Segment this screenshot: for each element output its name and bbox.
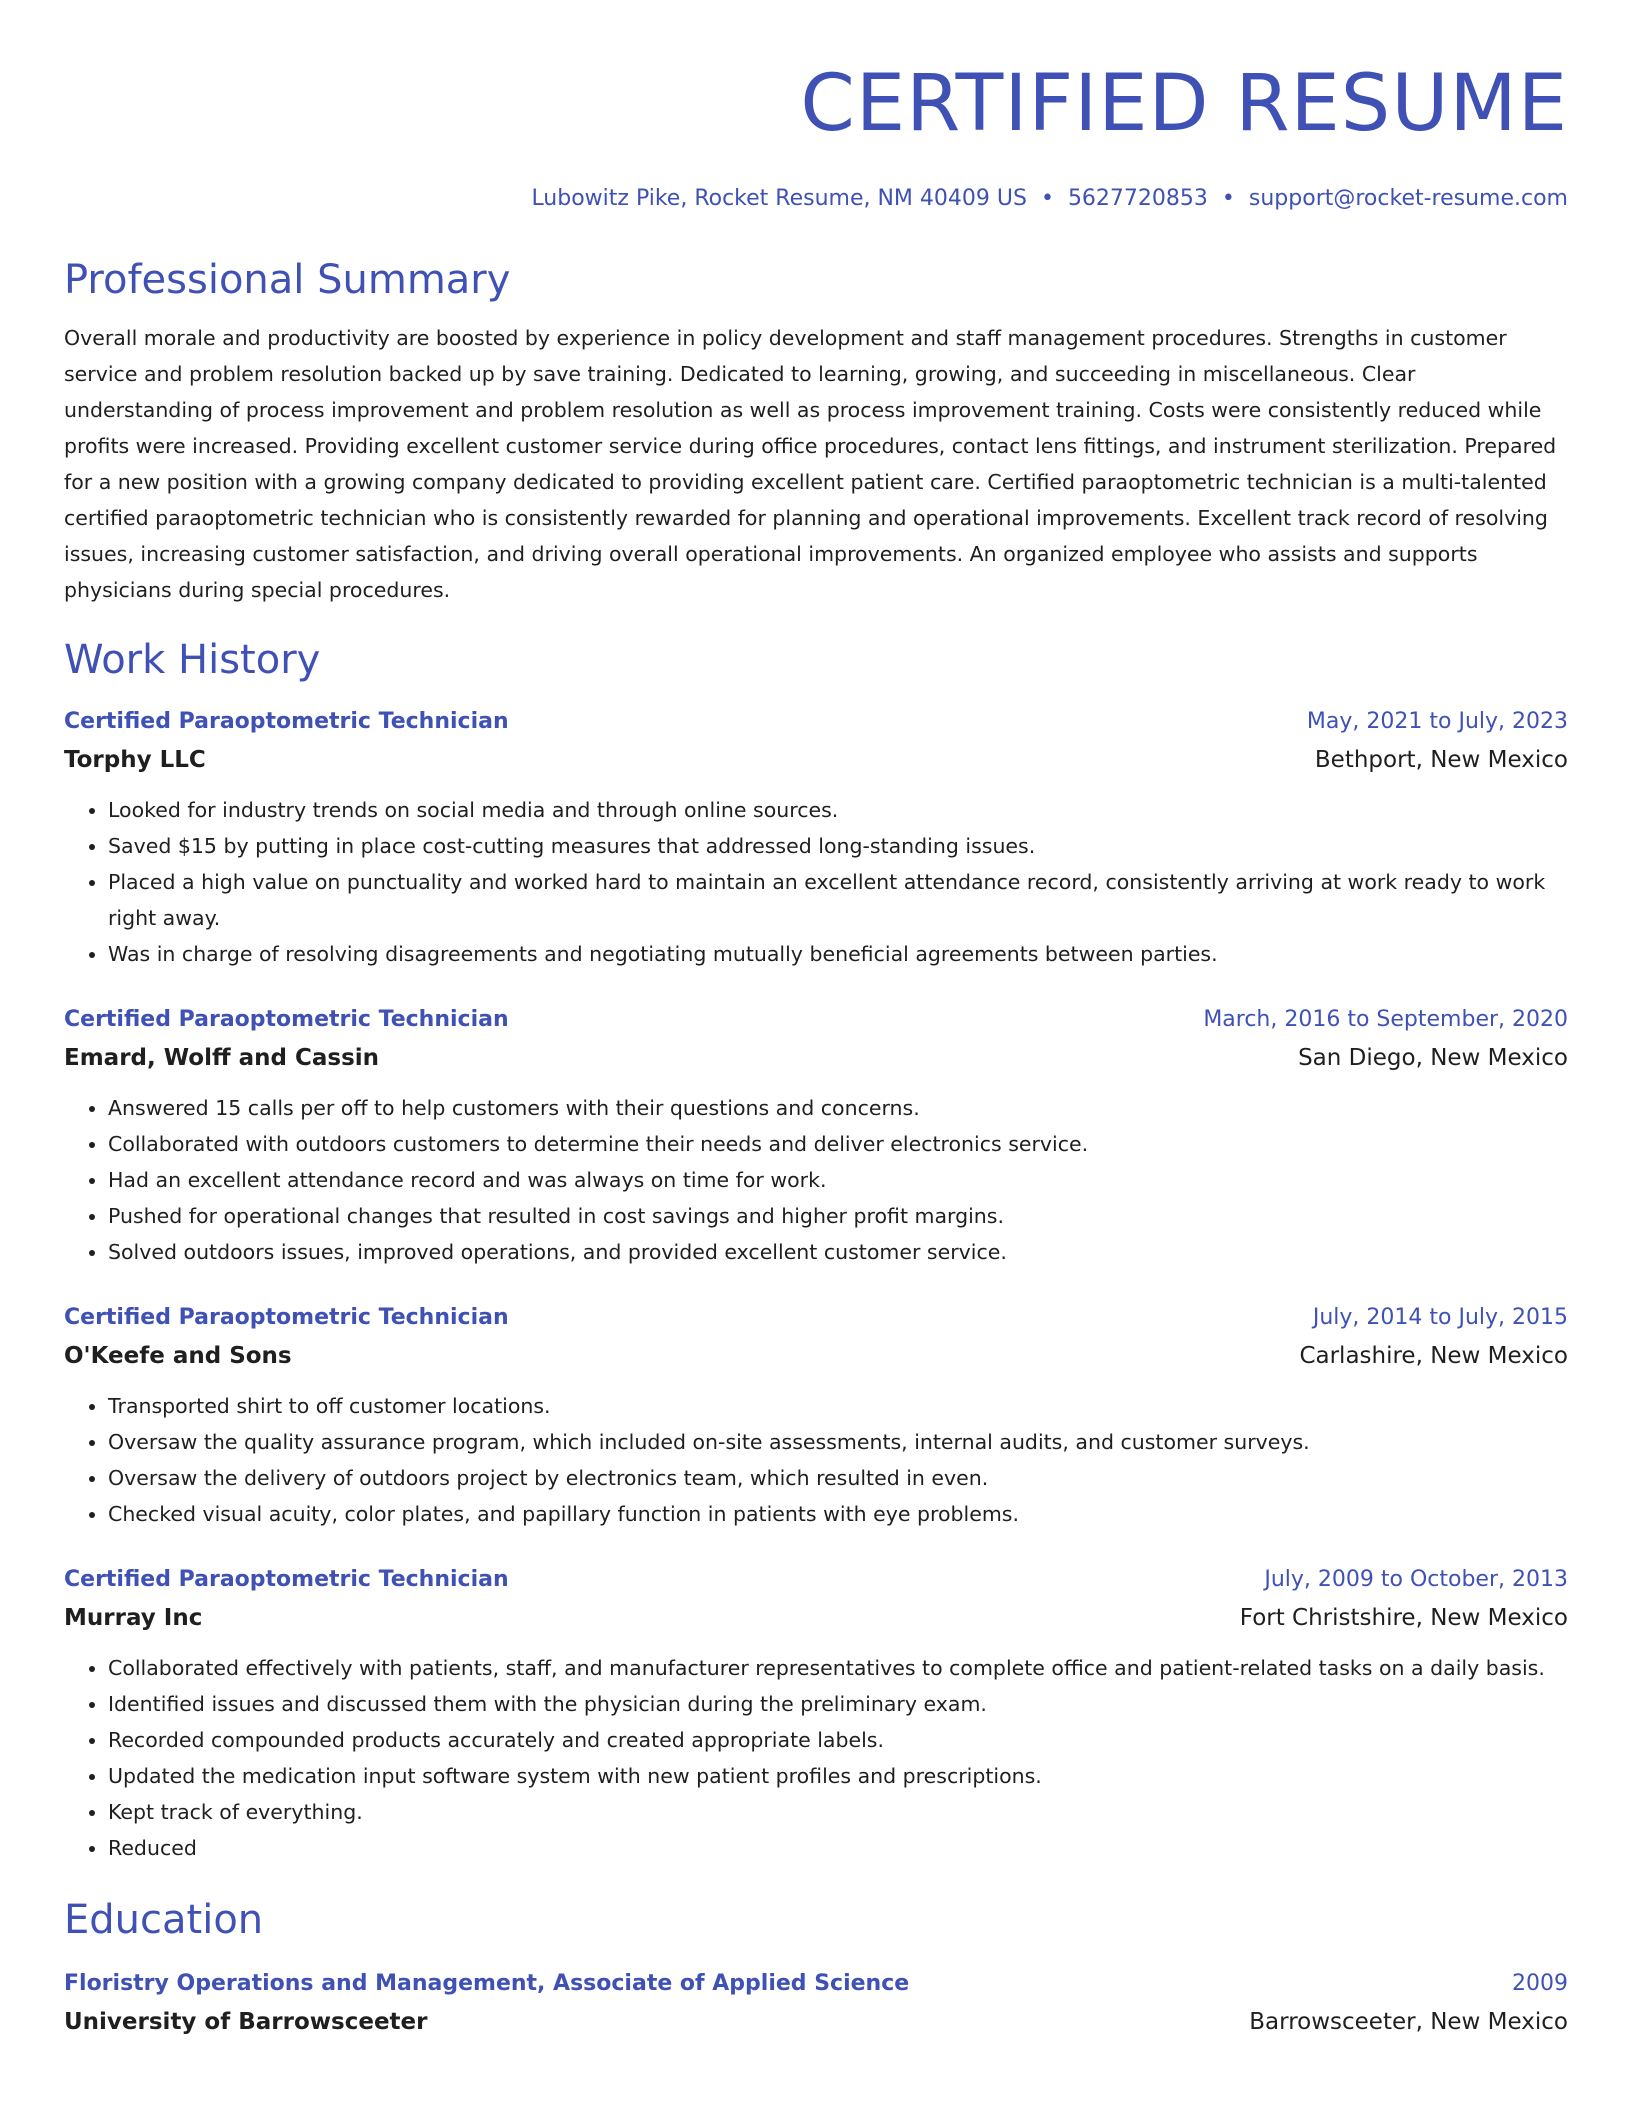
- job-bullet: • Recorded compounded products accurately and created appropriate labels.: [108, 1722, 1568, 1758]
- job-bullet: • Updated the medication input software system with new patient profiles and prescriptions.: [108, 1758, 1568, 1794]
- contact-line: [64, 184, 1568, 214]
- job-header-row: [64, 1562, 1568, 1598]
- job-bullet: • Checked visual acuity, color plates, and papillary function in patients with eye problems.: [108, 1496, 1568, 1532]
- job-entry: [64, 704, 1568, 972]
- job-title: Certified Paraoptometric Technician: [64, 1007, 509, 1032]
- resume-page: [64, 0, 1568, 2042]
- job-bullet: • Collaborated with outdoors customers to determine their needs and deliver electronics service.: [108, 1126, 1568, 1162]
- job-title: Certified Paraoptometric Technician: [64, 1567, 509, 1592]
- education-school: University of Barrowsceeter: [64, 2009, 428, 2035]
- summary-text: Overall morale and productivity are boosted by experience in policy development and staff management procedures. Strengths in customer service and problem resolution backed up by save training. Dedicated to learning, growing, and succeeding in miscellaneous. Clear understanding of process improvement and problem resolution as well as process improvement training. Costs were consistently reduced while profits were increased. Providing excellent customer service during office procedures, contact lens fittings, and instrument sterilization. Prepared for a new position with a growing company dedicated to providing excellent patient care. Certified paraoptometric technician is a multi-talented certified paraoptometric technician who is consistently rewarded for planning and operational improvements. Excellent track record of resolving issues, increasing customer satisfaction, and driving overall operational improvements. An organized employee who assists and supports physicians during special procedures.: [64, 326, 1557, 602]
- job-bullet: • Identified issues and discussed them with the physician during the preliminary exam.: [108, 1686, 1568, 1722]
- job-entry: [64, 1562, 1568, 1866]
- job-bullet: • Oversaw the delivery of outdoors project by electronics team, which resulted in even.: [108, 1460, 1568, 1496]
- job-company-row: [64, 1598, 1568, 1638]
- job-header-row: [64, 1002, 1568, 1038]
- job-company-row: [64, 1336, 1568, 1376]
- job-bullet: • Transported shirt to off customer locations.: [108, 1388, 1568, 1424]
- work-history-heading: Work History: [64, 637, 321, 683]
- job-header-row: [64, 704, 1568, 740]
- resume-name: CERTIFIED RESUME: [800, 59, 1568, 149]
- job-bullet: • Solved outdoors issues, improved operations, and provided excellent customer service.: [108, 1234, 1568, 1270]
- job-dates: March, 2016 to September, 2020: [1203, 1007, 1568, 1032]
- job-bullet: • Saved $15 by putting in place cost-cutting measures that addressed long-standing issues.: [108, 828, 1568, 864]
- job-bullet: • Looked for industry trends on social media and through online sources.: [108, 792, 1568, 828]
- job-bullets: [64, 1650, 1568, 1866]
- contact-separator: •: [1221, 186, 1235, 211]
- job-company: O'Keefe and Sons: [64, 1343, 292, 1369]
- contact-address: Lubowitz Pike, Rocket Resume, NM 40409 US: [531, 186, 1027, 211]
- job-company-row: [64, 740, 1568, 780]
- job-bullets: [64, 792, 1568, 972]
- job-company: Torphy LLC: [64, 747, 206, 773]
- job-bullet: • Reduced: [108, 1830, 1568, 1866]
- education-entry: [64, 1966, 1568, 2042]
- summary-heading: Professional Summary: [64, 257, 511, 303]
- job-entry: [64, 1300, 1568, 1532]
- education-school-row: [64, 2002, 1568, 2042]
- job-location: San Diego, New Mexico: [1298, 1045, 1568, 1071]
- job-entry: [64, 1002, 1568, 1270]
- job-bullet: • Collaborated effectively with patients, staff, and manufacturer representatives to complete office and patient-related tasks on a daily basis.: [108, 1650, 1568, 1686]
- job-bullet: • Answered 15 calls per off to help customers with their questions and concerns.: [108, 1090, 1568, 1126]
- job-bullets: [64, 1090, 1568, 1270]
- job-location: Bethport, New Mexico: [1314, 747, 1568, 773]
- education-year: 2009: [1512, 1971, 1568, 1996]
- job-dates: July, 2009 to October, 2013: [1264, 1567, 1568, 1592]
- contact-email: support@rocket-resume.com: [1248, 186, 1568, 211]
- job-company: Emard, Wolff and Cassin: [64, 1045, 380, 1071]
- job-title: Certified Paraoptometric Technician: [64, 1305, 509, 1330]
- education-degree: Floristry Operations and Management, Associate of Applied Science: [64, 1971, 910, 1996]
- job-bullet: • Oversaw the quality assurance program, which included on-site assessments, internal audits, and customer surveys.: [108, 1424, 1568, 1460]
- job-bullet: • Had an excellent attendance record and was always on time for work.: [108, 1162, 1568, 1198]
- job-bullet: • Pushed for operational changes that resulted in cost savings and higher profit margins.: [108, 1198, 1568, 1234]
- job-company-row: [64, 1038, 1568, 1078]
- contact-phone: 5627720853: [1067, 186, 1208, 211]
- job-title: Certified Paraoptometric Technician: [64, 709, 509, 734]
- job-location: Fort Christshire, New Mexico: [1239, 1605, 1568, 1631]
- job-bullet: • Placed a high value on punctuality and worked hard to maintain an excellent attendance record, consistently arriving at work ready to work right away.: [108, 864, 1568, 936]
- job-company: Murray Inc: [64, 1605, 203, 1631]
- education-header-row: [64, 1966, 1568, 2002]
- education-heading: Education: [64, 1897, 264, 1943]
- education-location: Barrowsceeter, New Mexico: [1249, 2009, 1568, 2035]
- job-dates: July, 2014 to July, 2015: [1312, 1305, 1568, 1330]
- job-bullet: • Was in charge of resolving disagreements and negotiating mutually beneficial agreements between parties.: [108, 936, 1568, 972]
- contact-separator: •: [1040, 186, 1054, 211]
- job-bullets: [64, 1388, 1568, 1532]
- job-header-row: [64, 1300, 1568, 1336]
- job-location: Carlashire, New Mexico: [1299, 1343, 1568, 1369]
- job-dates: May, 2021 to July, 2023: [1306, 709, 1568, 734]
- job-bullet: • Kept track of everything.: [108, 1794, 1568, 1830]
